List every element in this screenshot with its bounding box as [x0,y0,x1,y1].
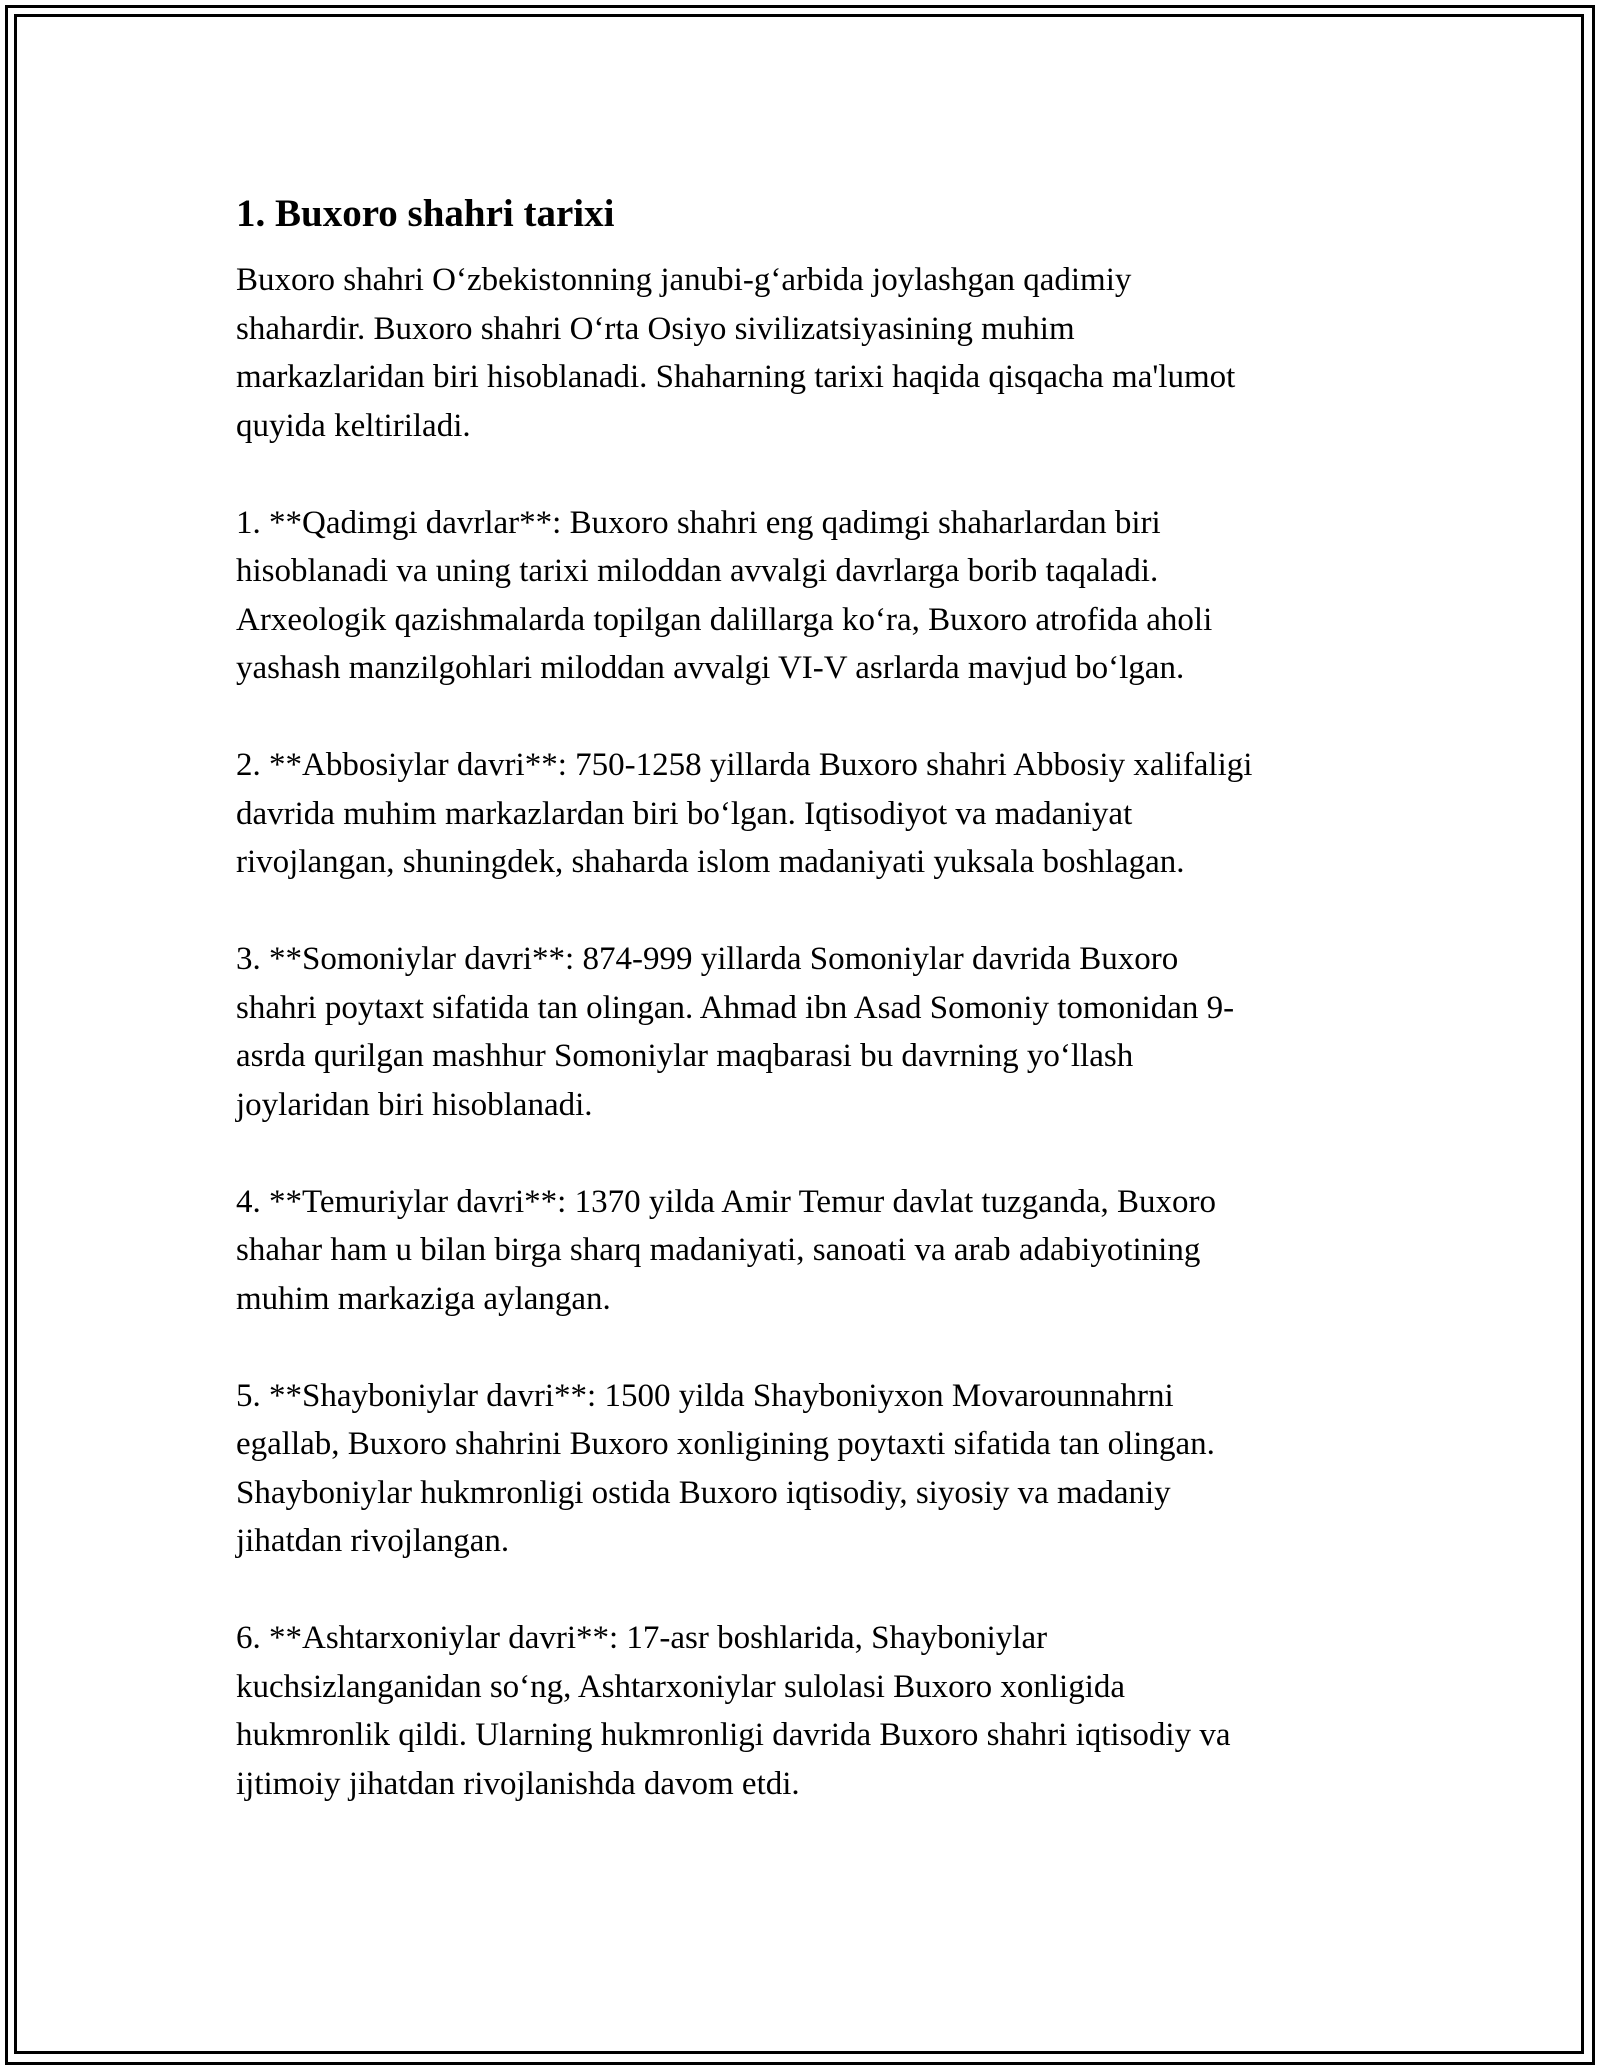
list-item: 3. **Somoniylar davri**: 874-999 yillarda Somoniylar davrida Buxoro shahri poytaxt sifatida tan olingan. Ahmad ibn Asad Somoniy tomonidan 9- asrda qurilgan mashhur Somoniylar maqbarasi bu davrning yo‘llash joylaridan biri hisoblanadi. [236,941,1235,1123]
list-item: 1. **Qadimgi davrlar**: Buxoro shahri eng qadimgi shaharlardan biri hisoblanadi va uning tarixi miloddan avvalgi davrlarga borib taqaladi. Arxeologik qazishmalarda topilgan dalillarga ko‘ra, Buxoro atrofida aholi yashash manzilgohlari miloddan avvalgi VI-V asrlarda mavjud bo‘lgan. [236,504,1213,686]
list-item: 4. **Temuriylar davri**: 1370 yilda Amir Temur davlat tuzganda, Buxoro shahar ham u bilan birga sharq madaniyati, sanoati va arab adabiyotining muhim markaziga aylangan. [236,1183,1216,1317]
list-item: 2. **Abbosiylar davri**: 750-1258 yillarda Buxoro shahri Abbosiy xalifaligi davrida muhim markazlardan biri bo‘lgan. Iqtisodiyot va madaniyat rivojlangan, shuningdek, shaharda islom madaniyati yuksala boshlagan. [236,747,1253,880]
document-title: 1. Buxoro shahri tarixi [236,192,615,235]
list-item: 6. **Ashtarxoniylar davri**: 17-asr boshlarida, Shayboniylar kuchsizlanganidan so‘ng, Ashtarxoniylar sulolasi Buxoro xonligida hukmronlik qildi. Ularning hukmronligi davrida Buxoro shahri iqtisodiy va ijtimoiy jihatdan rivojlanishda davom etdi. [236,1620,1231,1802]
list-item: 5. **Shayboniylar davri**: 1500 yilda Shayboniyxon Movarounnahrni egallab, Buxoro shahrini Buxoro xonligining poytaxti sifatida tan olingan. Shayboniylar hukmronligi ostida Buxoro iqtisodiy, siyosiy va madaniy jihatdan rivojlangan. [236,1377,1215,1559]
intro-paragraph: Buxoro shahri O‘zbekistonning janubi-g‘arbida joylashgan qadimiy shahardir. Buxoro shahri O‘rta Osiyo sivilizatsiyasining muhim markazlaridan biri hisoblanadi. Shaharning tarixi haqida qisqacha ma'lumot quyida keltiriladi. [236,262,1236,444]
document-body [236,186,1366,1808]
